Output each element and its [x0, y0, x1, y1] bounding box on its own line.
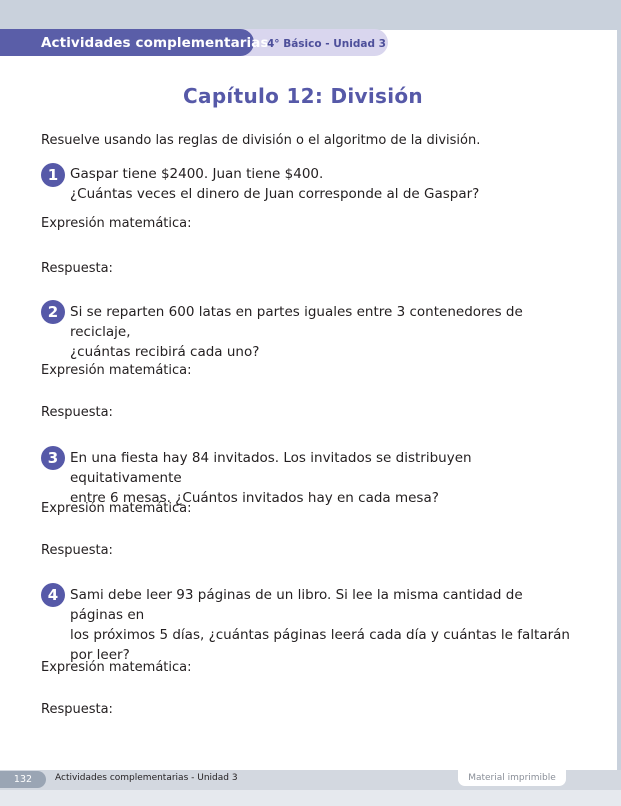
question-line: Sami debe leer 93 páginas de un libro. Si lee la misma cantidad de páginas en — [70, 587, 523, 623]
question-line: Gaspar tiene $2400. Juan tiene $400. — [70, 166, 324, 182]
question-line: En una fiesta hay 84 invitados. Los invitados se distribuyen equitativamente — [70, 450, 472, 486]
question-text — [70, 302, 570, 362]
question-text — [70, 448, 570, 508]
expression-label: Expresión matemática: — [41, 216, 192, 231]
answer-label: Respuesta: — [41, 543, 113, 558]
top-band — [0, 0, 621, 30]
header-subtitle: 4° Básico - Unidad 3 — [267, 38, 386, 50]
footer-bottom-band — [0, 790, 621, 806]
question-line: ¿cuántas recibirá cada uno? — [70, 344, 260, 360]
answer-label: Respuesta: — [41, 405, 113, 420]
answer-label: Respuesta: — [41, 702, 113, 717]
printable-material-tag: Material imprimible — [458, 769, 566, 786]
question-text — [70, 585, 570, 665]
question-line: Si se reparten 600 latas en partes iguales entre 3 contenedores de reciclaje, — [70, 304, 523, 340]
expression-label: Expresión matemática: — [41, 501, 192, 516]
right-edge-strip — [617, 0, 621, 806]
question-line: los próximos 5 días, ¿cuántas páginas leerá cada día y cuántas le faltarán — [70, 627, 570, 643]
instructions: Resuelve usando las reglas de división o el algoritmo de la división. — [41, 133, 481, 148]
question-number-badge: 3 — [41, 446, 65, 470]
chapter-title: Capítulo 12: División — [183, 84, 423, 108]
answer-label: Respuesta: — [41, 261, 113, 276]
question-line: entre 6 mesas. ¿Cuántos invitados hay en cada mesa? — [70, 490, 439, 506]
expression-label: Expresión matemática: — [41, 660, 192, 675]
question-number-badge: 2 — [41, 300, 65, 324]
question-line: ¿Cuántas veces el dinero de Juan corresponde al de Gaspar? — [70, 186, 480, 202]
question-number-badge: 1 — [41, 163, 65, 187]
page-number: 132 — [0, 771, 46, 788]
question-number-badge: 4 — [41, 583, 65, 607]
question-line: por leer? — [70, 647, 130, 663]
question-text — [70, 164, 570, 204]
footer-text: Actividades complementarias - Unidad 3 — [55, 773, 238, 783]
expression-label: Expresión matemática: — [41, 363, 192, 378]
header-title: Actividades complementarias — [41, 35, 269, 51]
